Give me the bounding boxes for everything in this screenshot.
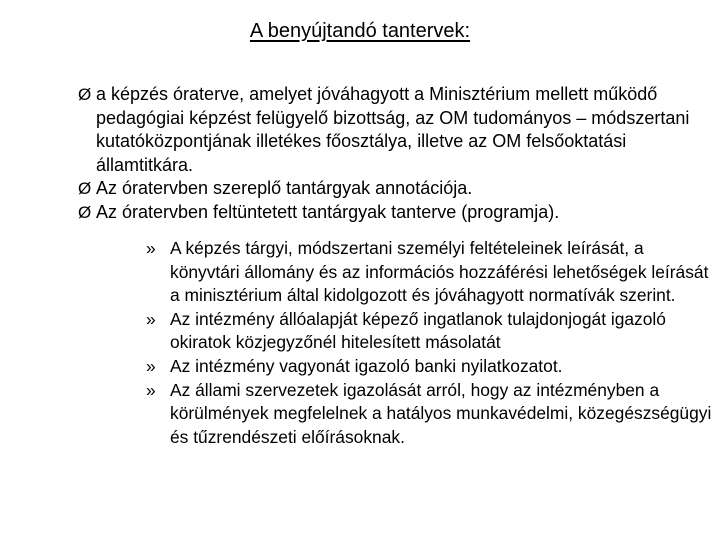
double-chevron-bullet-icon: » (146, 379, 156, 400)
page-title (0, 18, 720, 44)
sub-list-item (146, 379, 716, 450)
sub-list-item-text: Az intézmény vagyonát igazoló banki nyilatkozatot. (170, 355, 563, 376)
requirements-list (78, 83, 708, 224)
sub-list-item (146, 237, 716, 308)
double-chevron-bullet-icon: » (146, 238, 156, 258)
arrow-bullet-icon: Ø (78, 202, 92, 222)
page-title-text: A benyújtandó tantervek: (249, 20, 471, 42)
arrow-bullet-icon: Ø (78, 179, 92, 198)
list-item (78, 201, 708, 225)
sub-list-item-text: Az intézmény állóalapját képező ingatlanok tulajdonjogát igazoló okiratok közjegyzőnél hitelesített másolatát (170, 308, 666, 353)
double-chevron-bullet-icon: » (146, 308, 156, 329)
sub-list-item (146, 308, 716, 355)
arrow-bullet-icon: Ø (78, 85, 92, 104)
list-item-text: Az óratervben szereplő tantárgyak annotációja. (96, 178, 473, 198)
sub-requirements-list (146, 237, 716, 449)
sub-list-item (146, 355, 716, 379)
list-item (78, 177, 708, 201)
list-item-text: Az óratervben feltüntetett tantárgyak tanterve (programja). (96, 201, 560, 222)
list-item-text: a képzés óraterve, amelyet jóváhagyott a Minisztérium mellett működő pedagógiai képzést felügyelő bizottság, az OM tudományos – módszertani kutatóközpontjának illetékes főosztálya, illetve az OM felsőoktatási államtitkára. (96, 84, 690, 175)
sub-list-item-text: Az állami szervezetek igazolását arról, hogy az intézményben a körülmények megfelelnek a hatályos munkavédelmi, közegészségügyi és tűzrendészeti előírásoknak. (170, 379, 712, 447)
sub-list-item-text: A képzés tárgyi, módszertani személyi feltételeinek leírását, a könyvtári állomány és az információs hozzáférési lehetőségek leírását a minisztérium által kidolgozott és jóváhagyott normatívák szerint. (170, 238, 709, 306)
list-item (78, 83, 708, 177)
double-chevron-bullet-icon: » (146, 355, 156, 376)
